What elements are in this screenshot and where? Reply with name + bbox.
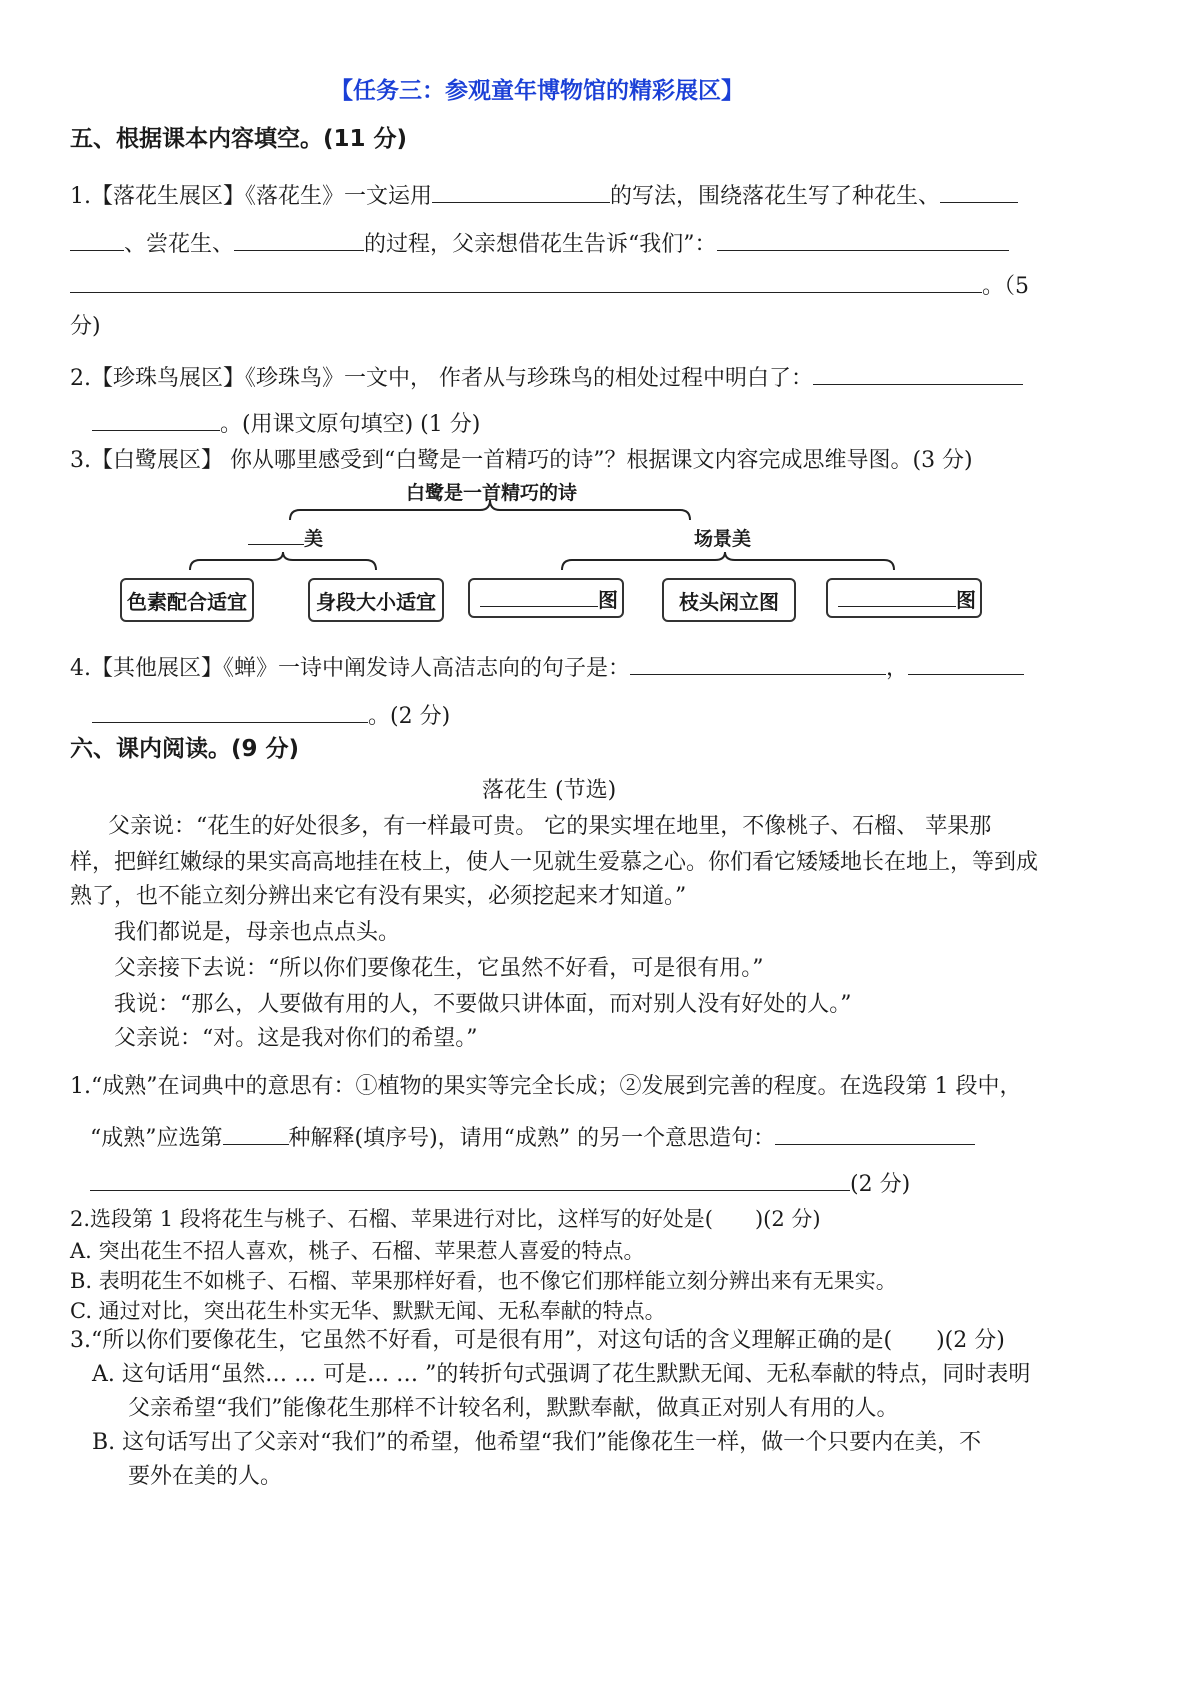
s6-q3-option-a-line2[interactable]: 父亲希望“我们”能像花生那样不计较名利，默默奉献，做真正对别人有用的人。 — [128, 1396, 899, 1421]
s6-q1-line2a: “成熟”应选第 — [90, 1126, 223, 1151]
mindmap-box-2: 身段大小适宜 — [308, 578, 444, 622]
s6-q2-option-c[interactable]: C. 通过对比，突出花生朴实无华、默默无闻、无私奉献的特点。 — [70, 1299, 666, 1323]
mindmap-right-branch: 场景美 — [694, 528, 752, 550]
s6-q1-line3 — [90, 1168, 910, 1200]
mindmap-left-label: 美 — [304, 528, 324, 550]
mindmap-box-3-blank[interactable] — [480, 590, 598, 607]
s5-q4-blank-2b[interactable] — [92, 700, 368, 723]
section5-heading: 五、根据课本内容填空。(11 分) — [70, 126, 408, 152]
passage-line-1: 父亲说：“花生的好处很多，有一样最可贵。 它的果实埋在地里，不像桃子、石榴、 苹果那 — [108, 814, 992, 839]
mindmap-left-blank[interactable] — [248, 522, 304, 545]
s5-q2-end: 。(用课文原句填空) (1 分) — [220, 412, 481, 437]
s6-q1-score: (2 分) — [850, 1172, 911, 1197]
s5-q4-comma: ， — [886, 656, 909, 681]
mindmap-left-branch — [248, 522, 323, 554]
section6-heading: 六、课内阅读。(9 分) — [70, 736, 300, 762]
mindmap-box-3-label: 图 — [598, 587, 618, 612]
mindmap-root: 白鹭是一首精巧的诗 — [406, 482, 578, 504]
s5-q1-mid1: 的写法，围绕落花生写了种花生、 — [610, 184, 941, 209]
s5-q1-mid2: 、尝花生、 — [124, 232, 235, 257]
mindmap-box-5-label: 图 — [956, 587, 976, 612]
s5-q4-end: 。(2 分) — [368, 704, 451, 729]
passage-line-2: 样，把鲜红嫩绿的果实高高地挂在枝上，使人一见就生爱慕之心。你们看它矮矮地长在地上，等到成 — [70, 850, 1039, 875]
s5-q1-score: 分) — [70, 314, 101, 339]
passage-line-6: 我说：“那么，人要做有用的人，不要做只讲体面，而对别人没有好处的人。” — [114, 992, 852, 1017]
s5-q3-prompt: 3.【白鹭展区】 你从哪里感受到“白鹭是一首精巧的诗”？根据课文内容完成思维导图。(3 分) — [70, 448, 973, 473]
s5-q1-end: 。（5 — [982, 274, 1029, 299]
mindmap-box-1: 色素配合适宜 — [120, 578, 254, 622]
s6-q1-blank-choice[interactable] — [223, 1122, 289, 1145]
mindmap-box-5-blank[interactable] — [838, 590, 956, 607]
passage-title: 落花生 (节选) — [482, 778, 617, 803]
s6-q1-line2 — [90, 1122, 975, 1154]
mindmap-box-4: 枝头闲立图 — [662, 578, 796, 622]
s6-q3-option-b-line2[interactable]: 要外在美的人。 — [128, 1464, 283, 1489]
s5-q4-blank-2a[interactable] — [908, 652, 1024, 675]
s6-q2-stem: 2.选段第 1 段将花生与桃子、石榴、苹果进行对比，这样写的好处是( )(2 分) — [70, 1207, 821, 1231]
s6-q2-option-a[interactable]: A. 突出花生不招人喜欢，桃子、石榴、苹果惹人喜爱的特点。 — [70, 1239, 645, 1263]
passage-line-4: 我们都说是，母亲也点点头。 — [114, 920, 401, 945]
s6-q1-line1: 1.“成熟”在词典中的意思有：①植物的果实等完全长成；②发展到完善的程度。在选段第 1 段中， — [70, 1074, 1022, 1099]
passage-line-5: 父亲接下去说：“所以你们要像花生，它虽然不好看，可是很有用。” — [114, 956, 764, 981]
passage-line-3: 熟了，也不能立刻分辨出来它有没有果实，必须挖起来才知道。” — [70, 884, 687, 909]
s6-q1-blank-sentence-a[interactable] — [775, 1122, 975, 1145]
task-title: 【任务三：参观童年博物馆的精彩展区】 — [330, 78, 744, 104]
mindmap-box-5 — [826, 578, 982, 618]
s5-q4-prefix: 4.【其他展区】《蝉》一诗中阐发诗人高洁志向的句子是： — [70, 656, 630, 681]
s6-q1-line2b: 种解释(填序号)，请用“成熟” 的另一个意思造句： — [288, 1126, 776, 1151]
s6-q2-option-b[interactable]: B. 表明花生不如桃子、石榴、苹果那样好看，也不像它们那样能立刻分辨出来有无果实。 — [70, 1269, 897, 1293]
s5-q1-mid3: 的过程，父亲想借花生告诉“我们”： — [364, 232, 717, 257]
s5-q2-prefix: 2.【珍珠鸟展区】《珍珠鸟》一文中， 作者从与珍珠鸟的相处过程中明白了： — [70, 366, 813, 391]
s6-q3-stem: 3.“所以你们要像花生，它虽然不好看，可是很有用”，对这句话的含义理解正确的是( )(2 分) — [70, 1328, 1005, 1353]
mindmap-braces — [0, 0, 1190, 640]
s6-q1-blank-sentence-b[interactable] — [90, 1168, 850, 1191]
passage-line-7: 父亲说：“对。这是我对你们的希望。” — [114, 1026, 478, 1051]
s5-q4-blank-1[interactable] — [630, 652, 886, 675]
s5-q4-line2 — [92, 700, 450, 732]
s5-q1-prefix: 1.【落花生展区】《落花生》一文运用 — [70, 184, 432, 209]
s5-q4-line1 — [70, 652, 1024, 684]
s6-q3-option-b-line1[interactable]: B. 这句话写出了父亲对“我们”的希望，他希望“我们”能像花生一样，做一个只要内在美，不 — [92, 1430, 982, 1455]
s6-q3-option-a-line1[interactable]: A. 这句话用“虽然… … 可是… … ”的转折句式强调了花生默默无闻、无私奉献的特点，同时表明 — [92, 1362, 1031, 1387]
mindmap-box-3 — [468, 578, 624, 618]
